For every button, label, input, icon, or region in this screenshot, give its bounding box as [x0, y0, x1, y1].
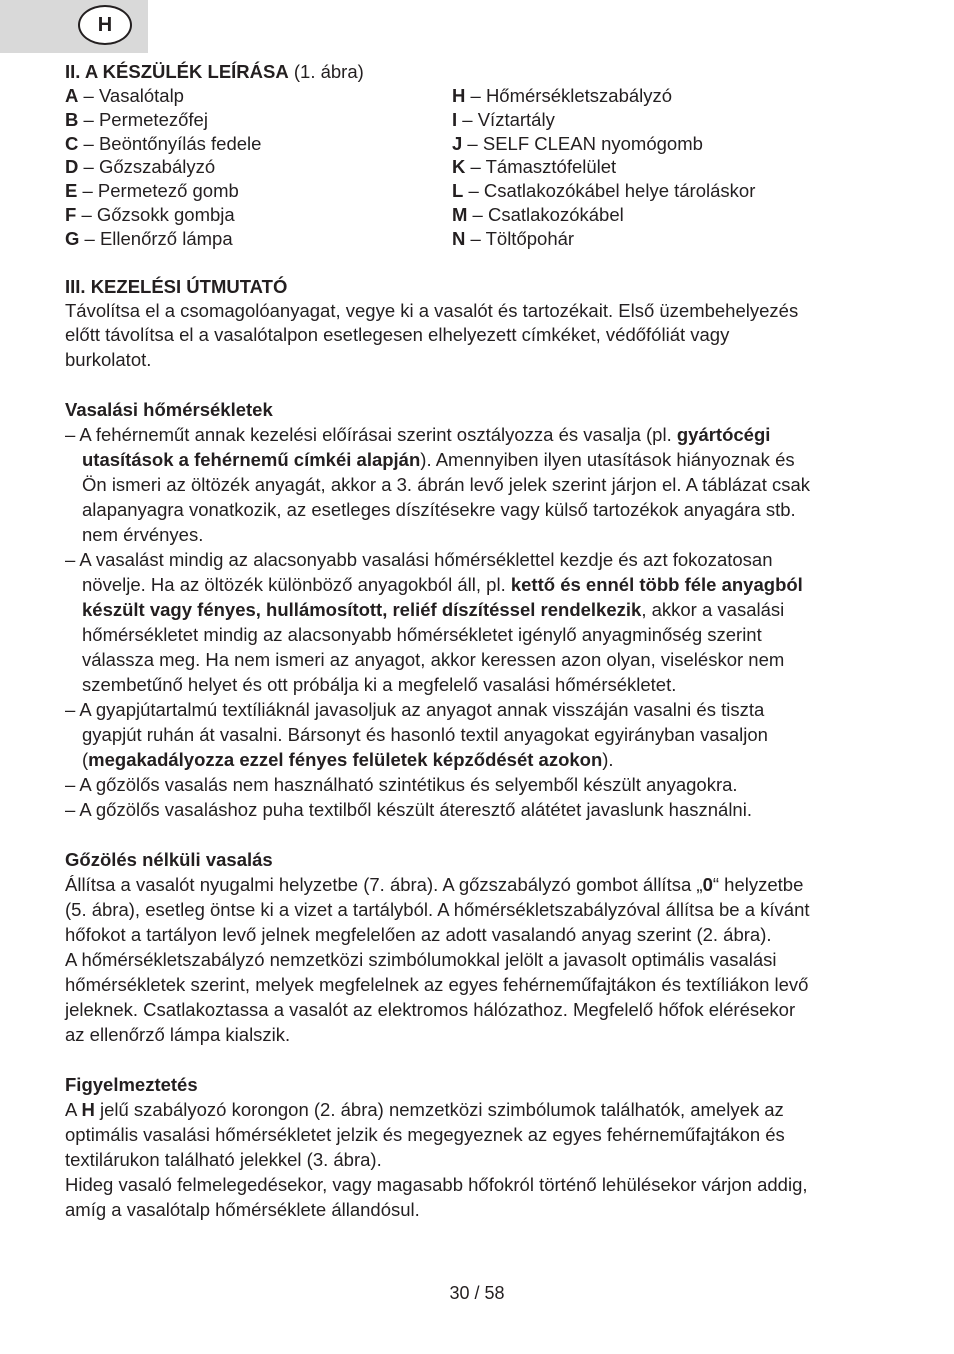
- part-item: L – Csatlakozókábel helye tároláskor: [452, 180, 756, 201]
- paragraph-line: Állítsa a vasalót nyugalmi helyzetbe (7. ábra). A gőzszabályzó gombot állítsa „0“ helyzetbe: [65, 874, 804, 895]
- paragraph-line: (5. ábra), esetleg öntse ki a vizet a tartályból. A hőmérsékletszabályzóval állítsa be a kívánt: [65, 899, 810, 920]
- part-item: C – Beöntőnyílás fedele: [65, 133, 262, 154]
- bullet-line: – A gőzölős vasaláshoz puha textilből készült áteresztő alátétet javaslunk használni.: [65, 799, 752, 820]
- language-badge: H: [78, 5, 132, 45]
- part-item: E – Permetező gomb: [65, 180, 239, 201]
- paragraph-line: Hideg vasaló felmelegedésekor, vagy magasabb hőfokról történő lehülésekor várjon addig,: [65, 1174, 808, 1195]
- bullet-line: – A vasalást mindig az alacsonyabb vasalási hőmérséklettel kezdje és azt fokozatosan: [65, 549, 773, 570]
- bullet-line: alapanyagra vonatkozik, az esetleges díszítésekre vagy külső tartozékok anyagára stb.: [82, 499, 796, 520]
- paragraph-line: előtt távolítsa el a vasalótalpon esetlegesen elhelyezett címkéket, védőfóliát vagy: [65, 324, 730, 345]
- paragraph-line: textilárukon található jelekkel (3. ábra).: [65, 1149, 382, 1170]
- language-tab: [0, 0, 148, 53]
- part-item: I – Víztartály: [452, 109, 555, 130]
- temps-heading: Vasalási hőmérsékletek: [65, 399, 273, 420]
- paragraph-line: amíg a vasalótalp hőmérséklete állandósul.: [65, 1199, 420, 1220]
- bullet-line: – A fehérneműt annak kezelési előírásai szerint osztályozza és vasalja (pl. gyártócégi: [65, 424, 771, 445]
- part-item: J – SELF CLEAN nyomógomb: [452, 133, 703, 154]
- bullet-line: utasítások a fehérnemű címkéi alapján). Amennyiben ilyen utasítások hiányoznak és: [82, 449, 795, 470]
- paragraph-line: Távolítsa el a csomagolóanyagat, vegye ki a vasalót és tartozékait. Első üzembehelyezés: [65, 300, 799, 321]
- bullet-line: szembetűnő helyet és ott próbálja ki a megfelelő vasalási hőmérsékletet.: [82, 674, 677, 695]
- paragraph-line: A H jelű szabályozó korongon (2. ábra) nemzetközi szimbólumok találhatók, amelyek az: [65, 1099, 784, 1120]
- nosteam-heading: Gőzölés nélküli vasalás: [65, 849, 273, 870]
- bullet-line: gyapjút ruhán át vasalni. Bársonyt és hasonló textil anyagokat egyirányban vasaljon: [82, 724, 768, 745]
- part-item: B – Permetezőfej: [65, 109, 208, 130]
- bullet-line: válassza meg. Ha nem ismeri az anyagot, akkor keressen azon olyan, viseléskor nem: [82, 649, 785, 670]
- paragraph-line: burkolatot.: [65, 349, 152, 370]
- bullet-line: készült vagy fényes, hullámosított, reliéf díszítéssel rendelkezik, akkor a vasalási: [82, 599, 785, 620]
- bullet-line: nem érvényes.: [82, 524, 204, 545]
- warning-heading: Figyelmeztetés: [65, 1074, 198, 1095]
- paragraph-line: hőmérsékletek szerint, melyek megfelelnek az egyes fehérneműfajtákon és textíliákon levő: [65, 974, 809, 995]
- part-item: F – Gőzsokk gombja: [65, 204, 235, 225]
- bullet-line: (megakadályozza ezzel fényes felületek képződését azokon).: [82, 749, 614, 770]
- part-item: M – Csatlakozókábel: [452, 204, 624, 225]
- bullet-line: – A gyapjútartalmú textíliáknál javasoljuk az anyagot annak visszáján vasalni és tiszta: [65, 699, 765, 720]
- paragraph-line: jeleknek. Csatlakoztassa a vasalót az elektromos hálózathoz. Megfelelő hőfok elérésekor: [65, 999, 796, 1020]
- section2-heading: II. A KÉSZÜLÉK LEÍRÁSA (1. ábra): [65, 61, 364, 82]
- part-item: A – Vasalótalp: [65, 85, 184, 106]
- bullet-line: növelje. Ha az öltözék különböző anyagokból áll, pl. kettő és ennél több féle anyagból: [82, 574, 803, 595]
- paragraph-line: A hőmérsékletszabályzó nemzetközi szimbólumokkal jelölt a javasolt optimális vasalási: [65, 949, 777, 970]
- bullet-line: hőmérsékletet mindig az alacsonyabb hőmérsékletet igénylő anyagminőség szerint: [82, 624, 762, 645]
- part-item: D – Gőzszabályzó: [65, 156, 216, 177]
- paragraph-line: hőfokot a tartályon levő jelnek megfelelően az adott vasalandó anyag szerint (2. ábra).: [65, 924, 772, 945]
- part-item: G – Ellenőrző lámpa: [65, 228, 233, 249]
- bullet-line: – A gőzölős vasalás nem használható szintétikus és selyemből készült anyagokra.: [65, 774, 738, 795]
- part-item: H – Hőmérsékletszabályzó: [452, 85, 673, 106]
- section3-heading: III. KEZELÉSI ÚTMUTATÓ: [65, 276, 288, 297]
- paragraph-line: az ellenőrző lámpa kialszik.: [65, 1024, 291, 1045]
- part-item: K – Támasztófelület: [452, 156, 617, 177]
- paragraph-line: optimális vasalási hőmérsékletet jelzik és megegyeznek az egyes fehérneműfajtákon és: [65, 1124, 785, 1145]
- bullet-line: Ön ismeri az öltözék anyagát, akkor a 3. ábrán levő jelek szerint járjon el. A táblázat csak: [82, 474, 811, 495]
- part-item: N – Töltőpohár: [452, 228, 575, 249]
- page-number: 30 / 58: [449, 1283, 505, 1303]
